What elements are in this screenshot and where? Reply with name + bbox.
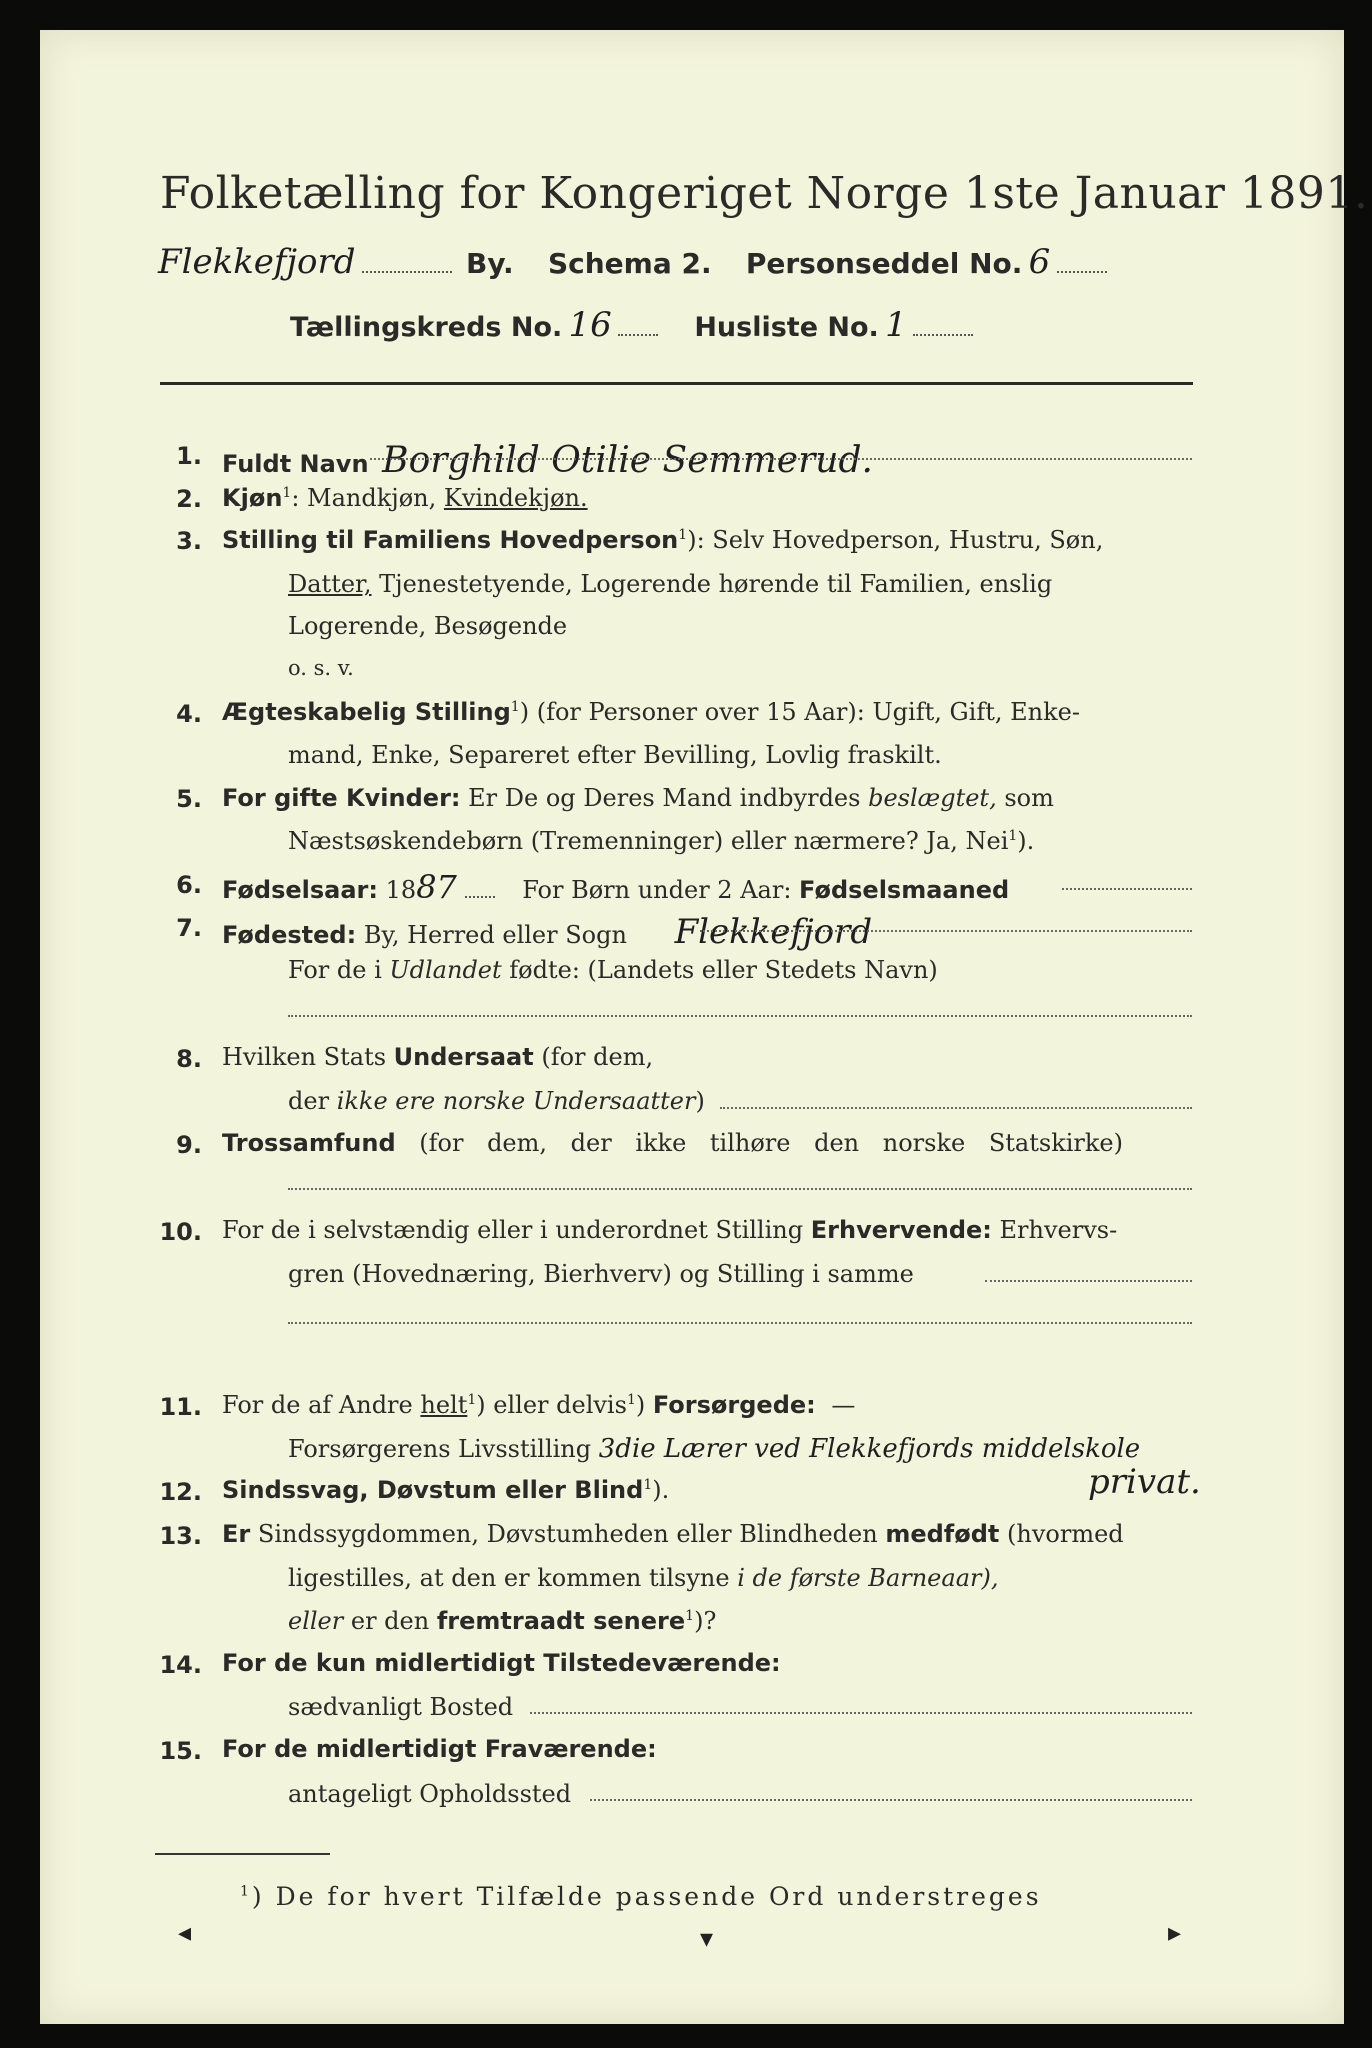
q6-text: For Børn under 2 Aar: (522, 876, 792, 904)
q13-line1 (222, 1520, 1124, 1548)
q13-text1: Sindssygdommen, Døvstumheden eller Blindheden (257, 1520, 878, 1548)
item-number: 10. (159, 1218, 202, 1246)
q11-text1c: ) (635, 1391, 646, 1419)
q6-year-handwritten: 87 (416, 868, 457, 906)
q5-text1b: beslægtet, (868, 784, 997, 812)
q2-line (222, 484, 588, 512)
dotted-line (288, 1015, 1192, 1017)
q8-line2 (288, 1087, 705, 1115)
q11-text1a: For de af Andre (222, 1391, 413, 1419)
q5-text1a: Er De og Deres Mand indbyrdes (468, 784, 861, 812)
q5-line2 (288, 827, 1034, 855)
q12-line (222, 1476, 669, 1504)
superscript: 1 (240, 1883, 252, 1900)
q11-answer: 3die Lærer ved Flekkefjords middelskole (598, 1434, 1141, 1464)
q7-line2 (288, 956, 938, 984)
registration-mark-left: ◂ (178, 1918, 192, 1947)
item-number: 2. (176, 485, 202, 513)
taellingskreds-number: 16 (568, 305, 612, 345)
item-number: 3. (176, 527, 202, 555)
q3-text3: Logerende, Besøgende (288, 612, 568, 640)
q12-end: ). (652, 1476, 670, 1504)
q13-text2a: ligestilles, at den er kommen tilsyne (288, 1564, 730, 1592)
q13-label: Er (222, 1520, 251, 1548)
item-number: 13. (159, 1522, 202, 1550)
q5-text1c: som (1004, 784, 1054, 812)
q8-label: Undersaat (393, 1043, 534, 1071)
q14-text2: sædvanligt Bosted (288, 1693, 514, 1721)
q7-text2c: fødte: (Landets eller Stedets Navn) (509, 956, 938, 984)
q11-text1b: ) eller delvis (476, 1391, 627, 1419)
husliste-label: Husliste No. (694, 312, 879, 343)
superscript: 1 (685, 1608, 695, 1624)
header-rule (160, 382, 1193, 385)
q1-label: Fuldt Navn (222, 450, 369, 478)
q10-text1b: Erhvervs- (999, 1216, 1118, 1244)
q7-text2a: For de i (288, 956, 382, 984)
superscript: 1 (467, 1392, 477, 1408)
footnote-text: ) De for hvert Tilfælde passende Ord understreges (251, 1882, 1042, 1911)
personseddel-number: 6 (1028, 242, 1051, 282)
q9-label: Trossamfund (222, 1129, 396, 1157)
q1-line (222, 440, 873, 481)
dots (618, 334, 658, 336)
dotted-line (720, 1107, 1192, 1109)
q11-helt: helt (420, 1391, 468, 1419)
q11-text2: Forsørgerens Livsstilling (288, 1435, 592, 1463)
q8-text2a: der (288, 1087, 330, 1115)
q4-text2: mand, Enke, Separeret efter Bevilling, Lovlig fraskilt. (288, 741, 942, 769)
item-number: 11. (159, 1393, 202, 1421)
q6-line (222, 868, 1009, 906)
superscript: 1 (678, 527, 688, 543)
q13-line3 (288, 1607, 716, 1635)
q15-label: For de midlertidigt Fraværende: (222, 1735, 657, 1763)
q14-label: For de kun midlertidigt Tilstedeværende: (222, 1649, 781, 1677)
q3-text1: ): Selv Hovedperson, Hustru, Søn, (687, 526, 1104, 554)
q10-line1 (222, 1216, 1117, 1244)
q5-label: For gifte Kvinder: (222, 784, 461, 812)
q13-text3b: er den (350, 1607, 430, 1635)
q7-line1 (222, 912, 872, 952)
q10-text2: gren (Hovednæring, Bierhverv) og Stilling i samme (288, 1260, 914, 1288)
dots (913, 334, 973, 336)
item-number: 14. (159, 1651, 202, 1679)
q5-text2: Næstsøskendebørn (Tremenninger) eller nærmere? Ja, Nei (288, 827, 1009, 855)
q3-text4: o. s. v. (288, 656, 354, 680)
item-number: 15. (159, 1737, 202, 1765)
superscript: 1 (510, 699, 520, 715)
footnote-rule (155, 1853, 330, 1855)
q3-label: Stilling til Familiens Hovedperson (222, 526, 679, 554)
q11-line2 (288, 1434, 1140, 1464)
q2-label: Kjøn (222, 484, 283, 512)
q14-line1 (222, 1649, 781, 1677)
q13-text1b: (hvormed (1007, 1520, 1124, 1548)
dotted-line (985, 1280, 1192, 1282)
item-number: 12. (159, 1478, 202, 1506)
item-number: 4. (176, 700, 202, 728)
superscript: 1 (643, 1477, 653, 1493)
husliste-number: 1 (885, 305, 907, 345)
form-title: Folketælling for Kongeriget Norge 1ste Januar 1891. (160, 168, 1369, 219)
q3-text2: Tjenestetyende, Logerende hørende til Familien, enslig (379, 570, 1053, 598)
q3-selected: Datter, (288, 570, 372, 598)
item-number: 9. (176, 1131, 202, 1159)
item-number: 6. (176, 871, 202, 899)
q6-prefix: 18 (385, 876, 417, 904)
q8-text2b: ikke ere norske Undersaatter (336, 1087, 696, 1115)
item-number: 7. (176, 914, 202, 942)
dotted-line (700, 930, 1192, 932)
dots (362, 271, 452, 273)
q9-line (222, 1129, 1123, 1157)
dotted-line (530, 1712, 1192, 1714)
q15-text2: antageligt Opholdssted (288, 1780, 572, 1808)
q13-fremtraadt: fremtraadt senere (436, 1607, 686, 1635)
dotted-line (288, 1322, 1192, 1324)
q11-label: Forsørgede: (652, 1391, 816, 1419)
dotted-line (590, 1799, 1192, 1801)
q13-line2 (288, 1564, 998, 1592)
q6-label: Fødselsaar: (222, 876, 378, 904)
q5-line1 (222, 784, 1054, 812)
q10-label: Erhvervende: (810, 1216, 992, 1244)
q3-line1 (222, 526, 1103, 554)
q8-text1b: (for dem, (541, 1043, 654, 1071)
dotted-line (288, 1188, 1192, 1190)
q7-text: By, Herred eller Sogn (363, 921, 627, 949)
personseddel-label: Personseddel No. (745, 247, 1023, 280)
q10-text1a: For de i selvstændig eller i underordnet Stilling (222, 1216, 804, 1244)
q9-text: (for dem, der ikke tilhøre den norske Statskirke) (419, 1129, 1123, 1157)
q13-text3a: eller (288, 1607, 344, 1635)
q6-label2: Fødselsmaaned (799, 876, 1010, 904)
q3-line2 (288, 570, 1052, 598)
q8-text2c: ) (695, 1087, 705, 1115)
q13-text2b: i de første Barneaar), (737, 1564, 999, 1592)
superscript: 1 (282, 485, 292, 501)
schema-line (158, 242, 1107, 282)
q2-selected: Kvindekjøn. (443, 484, 588, 512)
q1-answer: Borghild Otilie Semmerud. (382, 440, 873, 481)
by-label: By. (466, 247, 514, 280)
dots (465, 896, 495, 898)
registration-mark-center: ▾ (700, 1924, 714, 1953)
q11-answer2: privat. (1088, 1462, 1201, 1502)
city-handwritten: Flekkefjord (158, 242, 356, 282)
kreds-line (290, 305, 973, 345)
q7-answer: Flekkefjord (674, 912, 873, 952)
item-number: 8. (176, 1045, 202, 1073)
q4-label: Ægteskabelig Stilling (222, 698, 511, 726)
q8-line1 (222, 1043, 653, 1071)
q7-label: Fødested: (222, 921, 357, 949)
q13-medfodt: medfødt (885, 1520, 1000, 1548)
q4-text1: ) (for Personer over 15 Aar): Ugift, Gift, Enke- (519, 698, 1080, 726)
superscript: 1 (626, 1392, 636, 1408)
dotted-line (1062, 888, 1192, 890)
q12-label: Sindssvag, Døvstum eller Blind (222, 1476, 644, 1504)
q15-line1 (222, 1735, 657, 1763)
item-number: 5. (176, 785, 202, 813)
dots (1057, 271, 1107, 273)
q13-end: )? (694, 1607, 717, 1635)
q7-text2b: Udlandet (389, 956, 502, 984)
q5-text2end: ). (1017, 827, 1035, 855)
q4-line1 (222, 698, 1080, 726)
item-number: 1. (176, 442, 202, 470)
footnote (240, 1882, 1042, 1911)
schema-label: Schema 2. (547, 247, 712, 280)
taellingskreds-label: Tællingskreds No. (290, 312, 563, 343)
superscript: 1 (1008, 828, 1018, 844)
registration-mark-right: ▸ (1168, 1918, 1182, 1947)
q11-line1: For de af Andre helt$^1$) eller delvis$^1$) Forsørgede: — (222, 1391, 856, 1419)
dotted-line (370, 458, 1192, 460)
q2-options: : Mandkjøn, (291, 484, 437, 512)
q8-text1a: Hvilken Stats (222, 1043, 387, 1071)
